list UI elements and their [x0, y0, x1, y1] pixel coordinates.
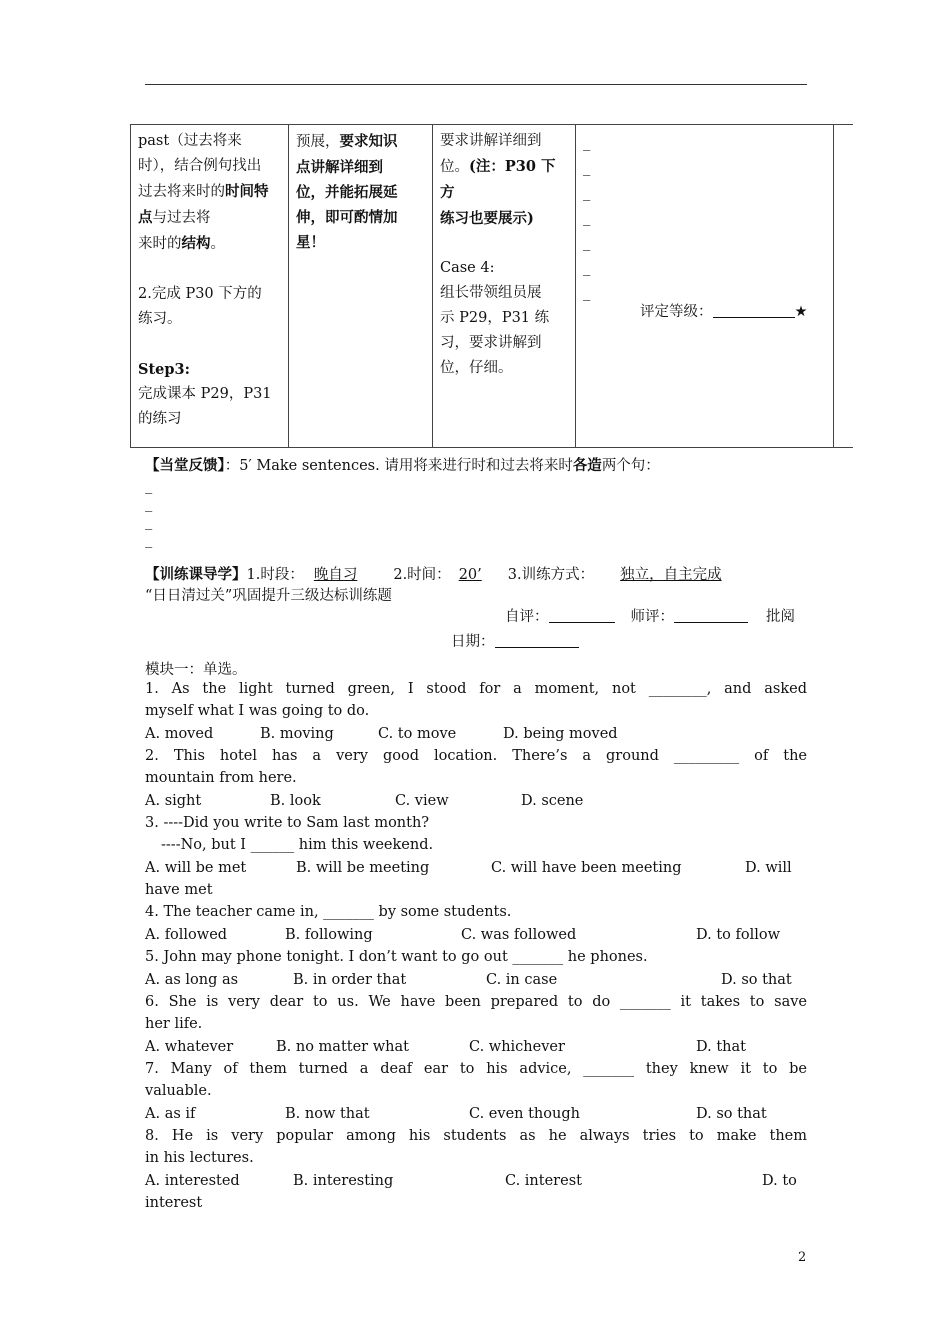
question-stem: mountain from here.: [145, 770, 297, 786]
option[interactable]: A. as long as: [145, 972, 239, 988]
case-text-bold: 练习也要展示): [440, 210, 534, 227]
option[interactable]: D. to: [762, 1173, 797, 1189]
header-rule: [145, 84, 807, 85]
question-stem: 6. She is very dear to us. We have been prepared to do _______ it takes to save: [145, 994, 807, 1010]
grade-row: [640, 300, 808, 321]
self-eval-label: 自评：: [505, 609, 549, 625]
feedback-text: 两个句：: [601, 458, 660, 474]
req-text-bold: 位，并能拓展延: [296, 184, 398, 201]
option[interactable]: C. to move: [378, 726, 457, 742]
feedback-text: ：5′ Make sentences. 请用将来进行时和过去将来时: [224, 458, 573, 474]
note-blank: _: [583, 185, 591, 201]
table-cell-cases: [433, 125, 576, 448]
option[interactable]: C. even though: [469, 1106, 580, 1122]
table-cell-notes: [576, 125, 834, 448]
table-cell-steps: [131, 125, 289, 448]
case-text: 位，仔细。: [440, 360, 513, 376]
option[interactable]: C. will have been meeting: [491, 860, 682, 876]
option[interactable]: D. so that: [696, 1106, 767, 1122]
option[interactable]: B. interesting: [293, 1173, 394, 1189]
self-eval-blank[interactable]: [549, 608, 615, 623]
option[interactable]: A. followed: [145, 927, 228, 943]
star-icon: ★: [794, 304, 808, 320]
option[interactable]: B. no matter what: [276, 1039, 409, 1055]
note-blank: _: [583, 210, 591, 226]
note-blank: _: [583, 160, 591, 176]
option[interactable]: A. sight: [145, 793, 202, 809]
case-text: 要求讲解详细到: [440, 133, 542, 149]
module-title: 模块一：单选。: [145, 662, 247, 678]
date-row: [451, 630, 579, 651]
training-text: 2.时间：: [393, 567, 451, 583]
step-text: 过去将来时的: [138, 184, 225, 200]
training-subtitle: “日日清过关”巩固提升三级达标训练题: [145, 588, 392, 604]
grade-blank[interactable]: [713, 303, 795, 318]
date-label: 日期：: [451, 634, 495, 650]
option[interactable]: B. look: [270, 793, 321, 809]
note-blank: _: [583, 260, 591, 276]
req-text-bold: 伸，即可酌情加: [296, 209, 398, 226]
step3-title: Step3:: [138, 361, 190, 378]
training-time: 20’: [458, 567, 482, 583]
question-stem: 7. Many of them turned a deaf ear to his advice, _______ they knew it to be: [145, 1061, 807, 1077]
feedback-blank: _: [145, 514, 153, 530]
option[interactable]: A. will be met: [145, 860, 247, 876]
evaluation-row: [505, 605, 795, 626]
question-stem: 1. As the light turned green, I stood for a moment, not ________, and asked: [145, 681, 807, 697]
option-continuation: have met: [145, 882, 213, 898]
question-stem: in his lectures.: [145, 1150, 254, 1166]
teacher-eval-blank[interactable]: [674, 608, 748, 623]
question-stem: her life.: [145, 1016, 203, 1032]
step3-line: 完成课本 P29，P31: [138, 386, 272, 402]
case-title: Case 4:: [440, 260, 495, 276]
question-stem: 4. The teacher came in, _______ by some students.: [145, 904, 512, 920]
training-text: 3.训练方式：: [507, 567, 595, 583]
training-text: 1.时段：: [246, 567, 304, 583]
case-text-bold: (注：P30 下方: [440, 158, 556, 201]
option[interactable]: D. that: [696, 1039, 746, 1055]
question-stem: 5. John may phone tonight. I don’t want to go out _______ he phones.: [145, 949, 648, 965]
option[interactable]: C. was followed: [461, 927, 577, 943]
option[interactable]: B. following: [285, 927, 373, 943]
page-number: 2: [798, 1250, 807, 1265]
option[interactable]: C. in case: [486, 972, 558, 988]
lesson-table: [130, 124, 853, 448]
table-cell-margin: [834, 125, 853, 448]
option[interactable]: C. whichever: [469, 1039, 565, 1055]
question-stem: ----No, but I ______ him this weekend.: [161, 837, 434, 853]
option[interactable]: B. in order that: [293, 972, 407, 988]
question-stem: valuable.: [145, 1083, 212, 1099]
option[interactable]: B. moving: [260, 726, 334, 742]
training-period: 晚自习: [313, 567, 358, 583]
note-blank: _: [583, 235, 591, 251]
note-blank: _: [583, 285, 591, 301]
option[interactable]: D. scene: [521, 793, 584, 809]
option[interactable]: D. so that: [721, 972, 792, 988]
step-text: 与过去将: [152, 210, 211, 226]
case-text: 习，要求讲解到: [440, 335, 542, 351]
feedback-line: [145, 454, 660, 475]
option[interactable]: A. whatever: [145, 1039, 234, 1055]
option[interactable]: D. to follow: [696, 927, 781, 943]
step-text: 。: [210, 236, 225, 252]
option[interactable]: A. interested: [145, 1173, 240, 1189]
feedback-label: 【当堂反馈】: [145, 457, 225, 474]
option-continuation: interest: [145, 1195, 203, 1211]
date-blank[interactable]: [495, 633, 579, 648]
step-text: 来时的: [138, 236, 182, 252]
step-text-line: past（过去将来: [138, 133, 242, 149]
option[interactable]: D. will: [745, 860, 792, 876]
option[interactable]: C. interest: [505, 1173, 582, 1189]
feedback-blank: _: [145, 496, 153, 512]
training-mode: 独立，自主完成: [620, 567, 722, 583]
step3-line: 的练习: [138, 411, 182, 427]
case-text: 位。: [440, 159, 469, 175]
question-stem: 8. He is very popular among his students as he always tries to make them: [145, 1128, 807, 1144]
table-cell-requirements: [289, 125, 433, 448]
training-line: [145, 563, 732, 584]
step-text-line: 时），结合例句找出: [138, 158, 262, 174]
feedback-text-bold: 各造: [572, 457, 602, 474]
teacher-eval-label: 师评：: [630, 609, 674, 625]
option[interactable]: B. now that: [285, 1106, 370, 1122]
req-text-bold: 点讲解详细到: [296, 159, 383, 176]
step-text-bold: 结构: [181, 235, 211, 252]
note-blank: _: [583, 135, 591, 151]
feedback-blank: _: [145, 532, 153, 548]
training-label: 【训练课导学】: [145, 566, 247, 583]
option[interactable]: D. being moved: [503, 726, 618, 742]
feedback-blank: _: [145, 478, 153, 494]
question-stem: 2. This hotel has a very good location. There’s a ground _________ of the: [145, 748, 807, 764]
step2-line: 2.完成 P30 下方的: [138, 286, 262, 302]
case-text: 示 P29，P31 练: [440, 310, 550, 326]
question-stem: myself what I was going to do.: [145, 703, 370, 719]
option[interactable]: B. will be meeting: [296, 860, 430, 876]
question-stem: 3. ----Did you write to Sam last month?: [145, 815, 430, 831]
step2-line: 练习。: [138, 311, 182, 327]
req-text: 预展，: [296, 134, 340, 150]
case-text: 组长带领组员展: [440, 285, 542, 301]
step-text-bold: 时间特点: [138, 183, 269, 226]
option[interactable]: C. view: [395, 793, 449, 809]
review-label: 批阅: [766, 609, 795, 625]
req-text-bold: 要求知识: [339, 133, 398, 150]
option[interactable]: A. moved: [145, 726, 214, 742]
req-text-bold: 星！: [296, 234, 325, 251]
option[interactable]: A. as if: [145, 1106, 196, 1122]
grade-label: 评定等级：: [640, 304, 713, 320]
